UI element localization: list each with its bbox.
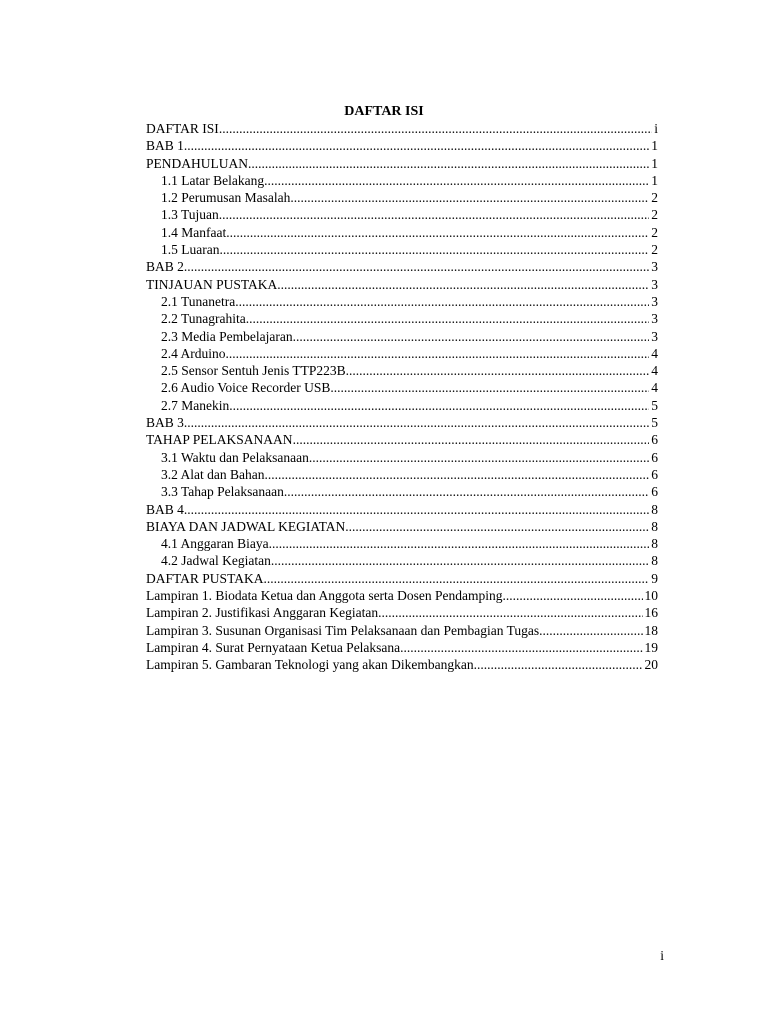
page-title: DAFTAR ISI: [344, 104, 424, 119]
toc-entry-page: 6: [651, 484, 658, 500]
toc-entry[interactable]: [146, 570, 658, 587]
toc-entry-page: 1: [651, 155, 658, 171]
toc-entry-page: 3: [651, 276, 658, 292]
toc-leader-dots: [293, 328, 650, 345]
toc-entry-label: 1.4 Manfaat: [161, 224, 227, 240]
toc-leader-dots: [474, 656, 643, 673]
toc-leader-dots: [293, 431, 650, 448]
toc-entry-label: BAB 4: [146, 501, 184, 517]
toc-leader-dots: [219, 120, 652, 137]
toc-entry-page: 6: [651, 432, 658, 448]
toc-entry-page: 10: [644, 588, 658, 604]
toc-entry-label: 2.1 Tunanetra: [161, 293, 236, 309]
toc-entry-page: 19: [644, 639, 658, 655]
toc-entry-page: 4: [651, 380, 658, 396]
toc-leader-dots: [184, 501, 649, 518]
toc-leader-dots: [503, 587, 643, 604]
toc-entry-page: 16: [644, 605, 658, 621]
toc-entry-page: 9: [651, 570, 658, 586]
toc-entry-page: 6: [651, 466, 658, 482]
toc-entry-label: 3.1 Waktu dan Pelaksanaan: [161, 449, 309, 465]
toc-entry-label: 1.1 Latar Belakang: [161, 172, 265, 188]
toc-entry[interactable]: [146, 622, 658, 639]
toc-entry-label: 2.2 Tunagrahita: [161, 311, 246, 327]
toc-leader-dots: [248, 155, 649, 172]
toc-entry-page: 5: [651, 397, 658, 413]
toc-entry[interactable]: [146, 466, 658, 483]
toc-leader-dots: [284, 483, 649, 500]
toc-entry-page: 2: [651, 207, 658, 223]
toc-entry[interactable]: [146, 362, 658, 379]
toc-entry-page: 8: [651, 518, 658, 534]
toc-entry[interactable]: [146, 224, 658, 241]
toc-leader-dots: [345, 518, 649, 535]
toc-leader-dots: [400, 639, 642, 656]
toc-entry[interactable]: [146, 328, 658, 345]
toc-entry[interactable]: [146, 155, 658, 172]
toc-entry[interactable]: [146, 535, 658, 552]
toc-entry[interactable]: [146, 501, 658, 518]
toc-entry[interactable]: [146, 241, 658, 258]
toc-entry[interactable]: [146, 414, 658, 431]
toc-entry[interactable]: [146, 293, 658, 310]
toc-entry-label: DAFTAR PUSTAKA: [146, 570, 264, 586]
toc-leader-dots: [309, 449, 649, 466]
toc-entry-page: 20: [644, 657, 658, 673]
toc-leader-dots: [226, 224, 649, 241]
toc-entry-page: 3: [651, 328, 658, 344]
toc-entry[interactable]: [146, 137, 658, 154]
toc-entry-page: 2: [651, 190, 658, 206]
toc-entry-label: 3.2 Alat dan Bahan: [161, 466, 265, 482]
toc-entry[interactable]: [146, 604, 658, 621]
toc-leader-dots: [219, 241, 649, 258]
toc-entry-label: 1.2 Perumusan Masalah: [161, 190, 291, 206]
toc-entry-label: 2.4 Arduino: [161, 345, 226, 361]
toc-entry-label: 1.5 Luaran: [161, 242, 220, 258]
toc-entry-page: 4: [651, 363, 658, 379]
toc-leader-dots: [271, 552, 649, 569]
toc-entry-page: 4: [651, 345, 658, 361]
toc-entry[interactable]: [146, 552, 658, 569]
toc-entry-page: 5: [651, 415, 658, 431]
toc-entry-label: 2.7 Manekin: [161, 397, 230, 413]
toc-entry-page: 3: [651, 259, 658, 275]
page-number: i: [660, 948, 664, 963]
toc-entry-label: TAHAP PELAKSANAAN: [146, 432, 293, 448]
toc-leader-dots: [219, 206, 649, 223]
toc-entry-label: 4.2 Jadwal Kegiatan: [161, 553, 271, 569]
toc-entry-label: 2.5 Sensor Sentuh Jenis TTP223B: [161, 363, 346, 379]
toc-entry-label: Lampiran 3. Susunan Organisasi Tim Pelaksanaan dan Pembagian Tugas: [146, 622, 540, 638]
toc-entry-page: i: [654, 121, 658, 136]
toc-leader-dots: [184, 258, 649, 275]
toc-entry-page: 1: [651, 172, 658, 188]
toc-entry[interactable]: [146, 120, 658, 137]
toc-entry-label: TINJAUAN PUSTAKA: [146, 276, 278, 292]
toc-entry-label: PENDAHULUAN: [146, 155, 248, 171]
toc-leader-dots: [235, 293, 649, 310]
toc-leader-dots: [184, 137, 649, 154]
toc-entry[interactable]: [146, 310, 658, 327]
toc-entry[interactable]: [146, 639, 658, 656]
toc-leader-dots: [263, 570, 649, 587]
toc-leader-dots: [346, 362, 650, 379]
toc-entry-page: 8: [651, 536, 658, 552]
toc-entry-label: BIAYA DAN JADWAL KEGIATAN: [146, 518, 346, 534]
toc-leader-dots: [184, 414, 649, 431]
toc-entry-label: BAB 2: [146, 259, 184, 275]
toc-entry-page: 1: [651, 138, 658, 154]
toc-entry-label: Lampiran 5. Gambaran Teknologi yang akan Dikembangkan: [146, 657, 474, 673]
toc-entry-page: 3: [651, 293, 658, 309]
toc-entry[interactable]: [146, 397, 658, 414]
toc-leader-dots: [264, 466, 649, 483]
toc-entry-page: 6: [651, 449, 658, 465]
toc-entry-label: DAFTAR ISI: [146, 121, 219, 136]
toc-leader-dots: [246, 310, 649, 327]
toc-leader-dots: [290, 189, 649, 206]
toc-entry-page: 8: [651, 501, 658, 517]
toc-entry-label: Lampiran 4. Surat Pernyataan Ketua Pelaksana: [146, 639, 401, 655]
toc-entry[interactable]: [146, 379, 658, 396]
toc-entry-label: 2.3 Media Pembelajaran: [161, 328, 293, 344]
toc-entry[interactable]: [146, 449, 658, 466]
toc-entry[interactable]: [146, 189, 658, 206]
toc-entry[interactable]: [146, 206, 658, 223]
toc-entry-label: 1.3 Tujuan: [161, 207, 219, 223]
toc-entry[interactable]: [146, 483, 658, 500]
toc-entry[interactable]: [146, 276, 658, 293]
toc-leader-dots: [269, 535, 650, 552]
toc-leader-dots: [378, 604, 642, 621]
toc-leader-dots: [264, 172, 649, 189]
toc-entry-page: 3: [651, 311, 658, 327]
toc-entry-label: Lampiran 1. Biodata Ketua dan Anggota serta Dosen Pendamping: [146, 588, 503, 604]
toc-entry-label: Lampiran 2. Justifikasi Anggaran Kegiatan: [146, 605, 379, 621]
toc-entry-label: BAB 1: [146, 138, 184, 154]
toc-entry-page: 8: [651, 553, 658, 569]
toc-entry-label: 4.1 Anggaran Biaya: [161, 536, 269, 552]
toc-entry[interactable]: [146, 258, 658, 275]
toc-leader-dots: [277, 276, 649, 293]
toc-entry-label: 2.6 Audio Voice Recorder USB: [161, 380, 331, 396]
toc-leader-dots: [539, 622, 642, 639]
toc-leader-dots: [229, 397, 649, 414]
toc-entry[interactable]: [146, 587, 658, 604]
toc-entry[interactable]: [146, 656, 658, 673]
toc-entry[interactable]: [146, 172, 658, 189]
toc-entry[interactable]: [146, 518, 658, 535]
toc-entry-page: 2: [651, 242, 658, 258]
toc-entry-label: BAB 3: [146, 415, 184, 431]
toc-leader-dots: [226, 345, 650, 362]
toc-entry[interactable]: [146, 431, 658, 448]
toc-entry-page: 2: [651, 224, 658, 240]
toc-leader-dots: [330, 379, 649, 396]
table-of-contents: [146, 120, 658, 674]
toc-entry[interactable]: [146, 345, 658, 362]
toc-entry-page: 18: [644, 622, 658, 638]
toc-entry-label: 3.3 Tahap Pelaksanaan: [161, 484, 284, 500]
